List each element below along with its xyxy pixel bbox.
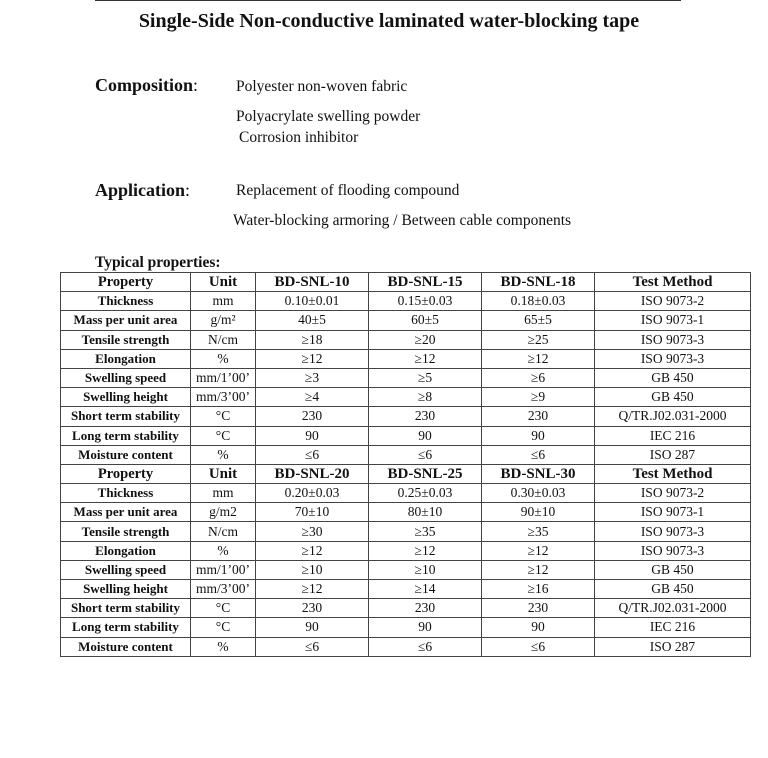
property-name-cell: Moisture content [61, 637, 191, 656]
property-name-cell: Short term stability [61, 407, 191, 426]
table-row [61, 484, 751, 503]
table-row [61, 426, 751, 445]
table-row [61, 637, 751, 656]
table-cell: ≥12 [256, 349, 369, 368]
table-cell: 0.25±0.03 [369, 484, 482, 503]
table-cell: IEC 216 [595, 426, 751, 445]
table-cell: N/cm [191, 522, 256, 541]
table-cell: 90 [369, 618, 482, 637]
table-cell: 65±5 [482, 311, 595, 330]
property-name-cell: Elongation [61, 541, 191, 560]
header-cell: Test Method [595, 273, 751, 292]
table-row [61, 388, 751, 407]
table-cell: ≤6 [256, 637, 369, 656]
table-cell: ≥35 [369, 522, 482, 541]
property-name-cell: Swelling speed [61, 368, 191, 387]
table-row [61, 580, 751, 599]
table-cell: Q/TR.J02.031-2000 [595, 599, 751, 618]
table-cell: ISO 9073-3 [595, 330, 751, 349]
property-name-cell: Mass per unit area [61, 503, 191, 522]
table-row [61, 541, 751, 560]
application-heading [95, 180, 190, 201]
table-row [61, 618, 751, 637]
header-cell: BD-SNL-15 [369, 273, 482, 292]
table-cell: GB 450 [595, 388, 751, 407]
composition-heading [95, 75, 198, 96]
table-cell: % [191, 445, 256, 464]
table-cell: 90 [482, 618, 595, 637]
table-cell: ≥12 [256, 541, 369, 560]
table-cell: °C [191, 618, 256, 637]
table-cell: ≥12 [369, 349, 482, 368]
table-cell: g/m2 [191, 503, 256, 522]
table-row [61, 599, 751, 618]
table-cell: ISO 287 [595, 637, 751, 656]
table-cell: ≥8 [369, 388, 482, 407]
application-item: Replacement of flooding compound [236, 182, 460, 199]
table-row [61, 349, 751, 368]
table-cell: 230 [369, 407, 482, 426]
table-cell: ISO 9073-2 [595, 484, 751, 503]
table-cell: mm [191, 292, 256, 311]
composition-colon: : [193, 75, 199, 95]
table-cell: °C [191, 426, 256, 445]
header-cell: BD-SNL-30 [482, 464, 595, 483]
table-cell: 0.30±0.03 [482, 484, 595, 503]
table-cell: ≤6 [482, 637, 595, 656]
header-cell: Property [61, 464, 191, 483]
table-header-row [61, 464, 751, 483]
application-label: Application [95, 180, 186, 200]
property-name-cell: Elongation [61, 349, 191, 368]
table-cell: ≥20 [369, 330, 482, 349]
composition-label: Composition [95, 75, 194, 95]
composition-item: Corrosion inhibitor [239, 129, 359, 146]
table-cell: % [191, 637, 256, 656]
header-cell: Unit [191, 464, 256, 483]
table-cell: 0.18±0.03 [482, 292, 595, 311]
property-name-cell: Mass per unit area [61, 311, 191, 330]
table-cell: 230 [482, 599, 595, 618]
table-cell: ISO 9073-3 [595, 541, 751, 560]
table-row [61, 407, 751, 426]
document-title: Single-Side Non-conductive laminated water-blocking tape [138, 10, 640, 32]
table-cell: ≥30 [256, 522, 369, 541]
table-cell: mm/1’00’ [191, 368, 256, 387]
table-cell: ≥12 [369, 541, 482, 560]
table-cell: 90 [256, 618, 369, 637]
header-cell: Test Method [595, 464, 751, 483]
table-cell: 60±5 [369, 311, 482, 330]
typical-properties-label: Typical properties: [95, 254, 221, 271]
table-cell: mm/3’00’ [191, 580, 256, 599]
property-name-cell: Tensile strength [61, 330, 191, 349]
table-cell: ≥12 [482, 560, 595, 579]
application-colon: : [185, 180, 191, 200]
table-cell: 0.10±0.01 [256, 292, 369, 311]
top-rule [95, 0, 681, 1]
table-cell: 0.15±0.03 [369, 292, 482, 311]
properties-table-body [61, 273, 751, 657]
table-cell: ≤6 [256, 445, 369, 464]
table-cell: 90 [369, 426, 482, 445]
table-cell: 230 [369, 599, 482, 618]
table-cell: ≥6 [482, 368, 595, 387]
table-cell: ≥9 [482, 388, 595, 407]
table-cell: ≥12 [256, 580, 369, 599]
table-cell: ≥35 [482, 522, 595, 541]
table-cell: mm [191, 484, 256, 503]
table-cell: ≥12 [482, 541, 595, 560]
property-name-cell: Tensile strength [61, 522, 191, 541]
header-cell: BD-SNL-20 [256, 464, 369, 483]
property-name-cell: Short term stability [61, 599, 191, 618]
table-cell: ≥12 [482, 349, 595, 368]
header-cell: Property [61, 273, 191, 292]
table-row [61, 503, 751, 522]
table-cell: 90 [256, 426, 369, 445]
table-cell: ISO 9073-2 [595, 292, 751, 311]
table-cell: ≥5 [369, 368, 482, 387]
table-cell: % [191, 349, 256, 368]
table-header-row [61, 273, 751, 292]
table-row [61, 560, 751, 579]
table-cell: GB 450 [595, 560, 751, 579]
property-name-cell: Long term stability [61, 618, 191, 637]
application-item: Water-blocking armoring / Between cable components [233, 212, 572, 229]
table-cell: ≥3 [256, 368, 369, 387]
table-cell: 90 [482, 426, 595, 445]
composition-item: Polyacrylate swelling powder [236, 108, 421, 125]
table-cell: 0.20±0.03 [256, 484, 369, 503]
table-cell: 230 [482, 407, 595, 426]
property-name-cell: Moisture content [61, 445, 191, 464]
table-cell: ≥16 [482, 580, 595, 599]
table-cell: 40±5 [256, 311, 369, 330]
header-cell: BD-SNL-18 [482, 273, 595, 292]
table-cell: 70±10 [256, 503, 369, 522]
property-name-cell: Thickness [61, 484, 191, 503]
table-cell: N/cm [191, 330, 256, 349]
table-row [61, 522, 751, 541]
table-cell: ≤6 [482, 445, 595, 464]
property-name-cell: Long term stability [61, 426, 191, 445]
table-row [61, 368, 751, 387]
property-name-cell: Thickness [61, 292, 191, 311]
table-cell: 80±10 [369, 503, 482, 522]
table-cell: ISO 9073-3 [595, 349, 751, 368]
table-cell: ≥14 [369, 580, 482, 599]
table-cell: °C [191, 407, 256, 426]
table-cell: ≥25 [482, 330, 595, 349]
table-cell: °C [191, 599, 256, 618]
table-cell: % [191, 541, 256, 560]
property-name-cell: Swelling height [61, 388, 191, 407]
table-cell: ISO 9073-3 [595, 522, 751, 541]
table-cell: 90±10 [482, 503, 595, 522]
table-row [61, 445, 751, 464]
table-cell: GB 450 [595, 368, 751, 387]
table-cell: 230 [256, 407, 369, 426]
header-cell: BD-SNL-10 [256, 273, 369, 292]
table-cell: ≥18 [256, 330, 369, 349]
table-row [61, 330, 751, 349]
properties-table [60, 272, 751, 657]
table-cell: GB 450 [595, 580, 751, 599]
table-cell: IEC 216 [595, 618, 751, 637]
table-cell: ≥4 [256, 388, 369, 407]
table-cell: 230 [256, 599, 369, 618]
table-cell: g/m² [191, 311, 256, 330]
header-cell: BD-SNL-25 [369, 464, 482, 483]
table-cell: Q/TR.J02.031-2000 [595, 407, 751, 426]
table-cell: mm/3’00’ [191, 388, 256, 407]
table-row [61, 311, 751, 330]
table-cell: ≥10 [369, 560, 482, 579]
composition-item: Polyester non-woven fabric [236, 78, 408, 95]
table-cell: ≤6 [369, 637, 482, 656]
table-cell: ISO 287 [595, 445, 751, 464]
table-row [61, 292, 751, 311]
table-cell: ≤6 [369, 445, 482, 464]
table-cell: mm/1’00’ [191, 560, 256, 579]
property-name-cell: Swelling height [61, 580, 191, 599]
table-cell: ISO 9073-1 [595, 503, 751, 522]
header-cell: Unit [191, 273, 256, 292]
property-name-cell: Swelling speed [61, 560, 191, 579]
table-cell: ≥10 [256, 560, 369, 579]
table-cell: ISO 9073-1 [595, 311, 751, 330]
